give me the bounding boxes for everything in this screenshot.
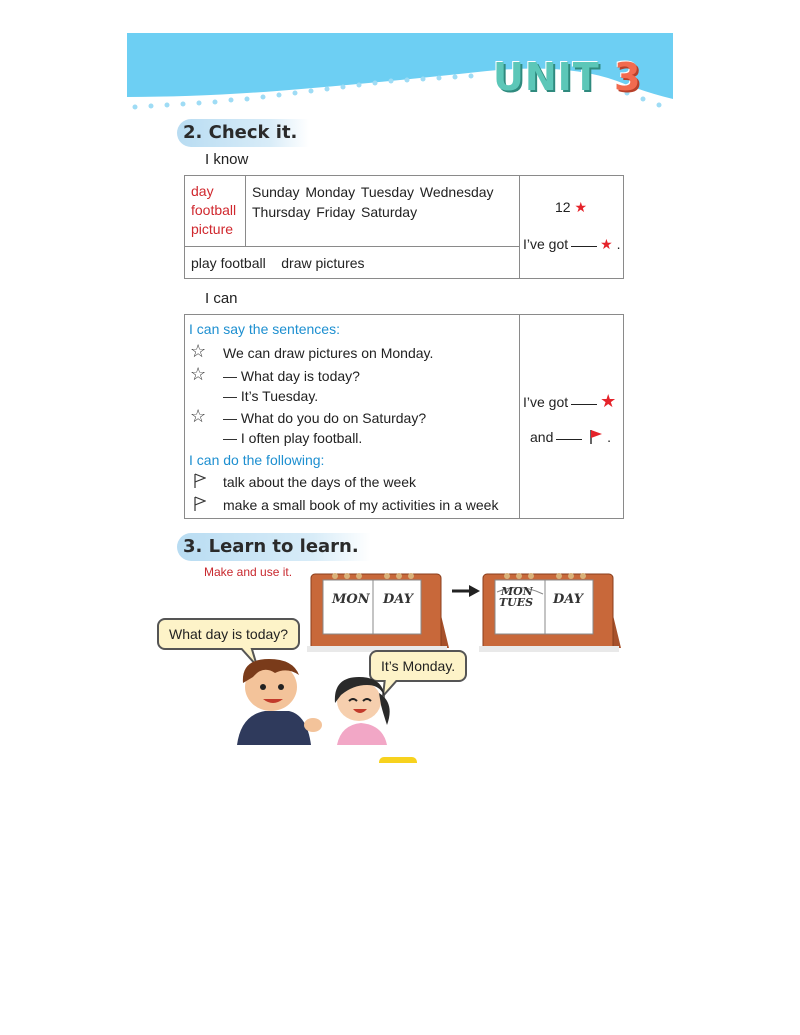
arrow-right-icon: [451, 583, 481, 599]
i-know-table: [184, 175, 624, 279]
star-outline-icon: ☆: [190, 341, 207, 361]
ive-got-label: I’ve got: [523, 236, 569, 252]
days-line-1: Sunday Monday Tuesday Wednesday: [252, 184, 494, 200]
star-total: [555, 199, 587, 216]
unit-number: 3: [613, 55, 642, 99]
do-following-heading: I can do the following:: [189, 452, 325, 468]
cal2-right-card: DAY: [553, 592, 583, 607]
flag-outline-icon: [194, 473, 206, 489]
cal1-left-card: MON: [332, 592, 370, 607]
say-sentences-heading: I can say the sentences:: [189, 321, 340, 337]
ive-got-label: I’ve got: [523, 394, 569, 410]
boy-speech-bubble: What day is today?: [157, 618, 300, 650]
cal2-left-card-top: MON: [501, 585, 533, 598]
days-line-2: Thursday Friday Saturday: [252, 204, 418, 220]
answer-blank: [571, 245, 597, 247]
girl-illustration: [327, 673, 399, 745]
cal1-right-card: DAY: [383, 592, 413, 607]
flag-outline-icon: [194, 496, 206, 512]
and-flags: [530, 429, 611, 445]
unit-title: [493, 55, 641, 99]
i-can-table: [184, 314, 624, 519]
page-number-tab: [379, 757, 417, 763]
star-outline-icon: ☆: [190, 364, 207, 384]
star-icon: ★: [574, 199, 588, 215]
make-and-use-label: Make and use it.: [204, 565, 293, 579]
vocab-word-picture: picture: [191, 221, 234, 237]
and-label: and: [530, 429, 554, 445]
unit-word: UNIT: [493, 55, 600, 99]
ive-got-stars-1: [523, 236, 620, 253]
sentence-1: We can draw pictures on Monday.: [223, 345, 434, 361]
sentence-3b: — I often play football.: [223, 430, 363, 446]
star-icon: ★: [600, 391, 617, 411]
day-calendar-2: [479, 568, 624, 653]
red-flag-icon: [589, 429, 603, 445]
i-know-label: I know: [205, 151, 249, 168]
sentence-2b: — It’s Tuesday.: [223, 388, 319, 404]
task-2: make a small book of my activities in a week: [223, 497, 499, 513]
task-1: talk about the days of the week: [223, 474, 417, 490]
girl-speech-bubble: It’s Monday.: [369, 650, 467, 682]
period: .: [616, 236, 621, 252]
vocab-word-football: football: [191, 202, 237, 218]
cal2-left-card-bottom: TUES: [499, 596, 534, 609]
section-3-heading: 3. Learn to learn.: [177, 533, 371, 561]
ive-got-stars-2: [523, 391, 616, 412]
phrases-line: play football draw pictures: [191, 255, 365, 271]
period: .: [607, 429, 612, 445]
sentence-3a: — What do you do on Saturday?: [223, 410, 427, 426]
i-can-label: I can: [205, 290, 238, 307]
sentence-2a: — What day is today?: [223, 368, 360, 384]
vocab-word-day: day: [191, 183, 214, 199]
textbook-page: [127, 33, 673, 763]
star-count: 12: [555, 199, 571, 215]
boy-illustration: [227, 653, 327, 745]
star-icon: ★: [600, 236, 613, 252]
answer-blank: [571, 403, 597, 405]
section-2-heading: 2. Check it.: [177, 119, 309, 147]
answer-blank: [556, 438, 582, 440]
star-outline-icon: ☆: [190, 406, 207, 426]
day-calendar-1: [307, 568, 452, 653]
